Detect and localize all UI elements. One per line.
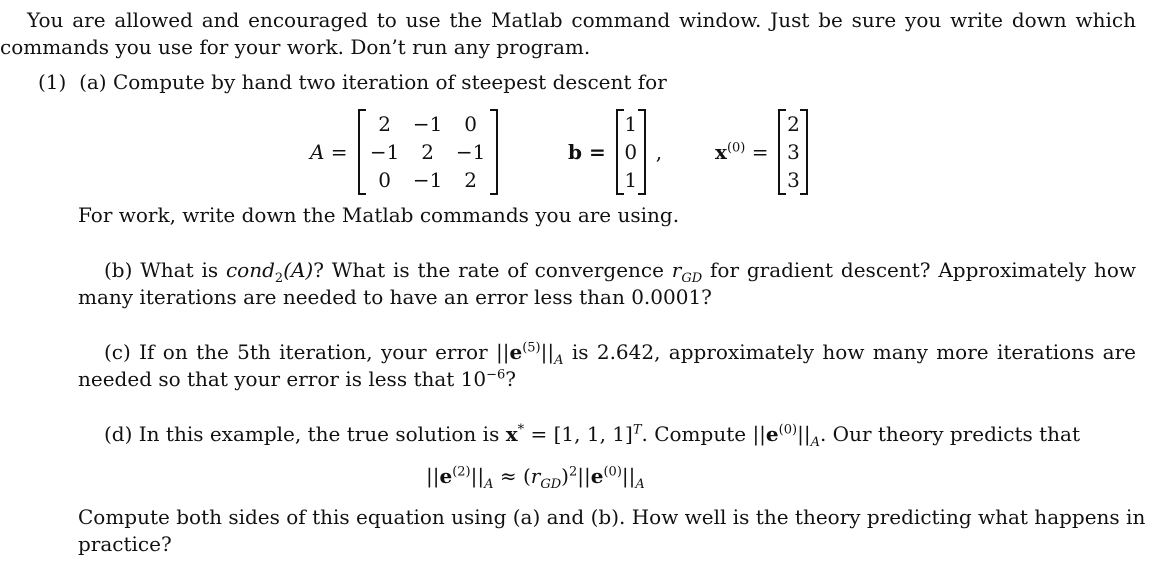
A-matrix-entry: −1 (369, 140, 400, 164)
vector-b-label: b = (568, 140, 606, 164)
A-matrix-entry: −1 (455, 140, 486, 164)
vector-x0-label: $x^{(0)}$ = (715, 140, 769, 164)
vector-x0-bracket (778, 109, 808, 195)
matrix-A (310, 109, 498, 195)
part-c-line-1: (c) If on the 5th iteration, your error $||e^{(5)}||_A$ is 2.642, approximately how many more iterations are (104, 340, 1136, 368)
vector-b-bracket (616, 109, 646, 195)
x0-vector-entry: 3 (787, 140, 800, 164)
part-a-work: For work, write down the Matlab commands you are using. (78, 203, 680, 227)
part-b-line-1: (b) What is cond$_2$(A)? What is the rate of convergence $r_{GD}$ for gradient descent? Approximately how (104, 258, 1136, 286)
part-a-text: (a) Compute by hand two iteration of steepest descent for (79, 70, 667, 94)
matrix-A-bracket (358, 109, 498, 195)
b-vector-entry: 1 (624, 168, 638, 192)
theory-equation: $||e^{(2)}||_A \approx (r_{GD})^2||e^{(0)}||_A$ (426, 464, 645, 492)
part-c-line-2: needed so that your error is less that $10^{-6}$? (78, 367, 517, 391)
b-vector-entry: 0 (624, 140, 638, 164)
part-b-line-2: many iterations are needed to have an error less than 0.0001? (78, 285, 712, 309)
A-matrix-entry: −1 (412, 168, 443, 192)
comma: , (655, 140, 663, 164)
matrix-A-entries (366, 111, 490, 193)
intro-line-2: commands you use for your work. Don’t run any program. (0, 35, 591, 59)
vector-x0-entries (786, 111, 800, 193)
vector-b (568, 109, 662, 195)
b-vector-entry: 1 (624, 112, 638, 136)
A-matrix-entry: 2 (378, 112, 391, 136)
part-d-line-4: practice? (78, 532, 172, 556)
problem-1a-header (38, 69, 667, 95)
A-matrix-entry: 0 (378, 168, 391, 192)
problem-number: (1) (38, 70, 67, 94)
x0-vector-entry: 3 (787, 168, 800, 192)
A-matrix-entry: 0 (464, 112, 477, 136)
vector-x0 (715, 109, 808, 195)
matrix-A-label: A = (310, 140, 348, 164)
x0-vector-entry: 2 (787, 112, 800, 136)
intro-line-1: You are allowed and encouraged to use the Matlab command window. Just be sure you write down which (27, 8, 1136, 32)
A-matrix-entry: 2 (464, 168, 477, 192)
part-d-line-3: Compute both sides of this equation using (a) and (b). How well is the theory predicting what happens in (78, 505, 1146, 529)
A-matrix-entry: −1 (412, 112, 443, 136)
part-d-line-1: (d) In this example, the true solution is x* = [1, 1, 1]$^T$. Compute $||e^{(0)}||_A$. Our theory predicts that (104, 422, 1081, 450)
vector-b-entries (624, 111, 638, 193)
A-matrix-entry: 2 (421, 140, 434, 164)
